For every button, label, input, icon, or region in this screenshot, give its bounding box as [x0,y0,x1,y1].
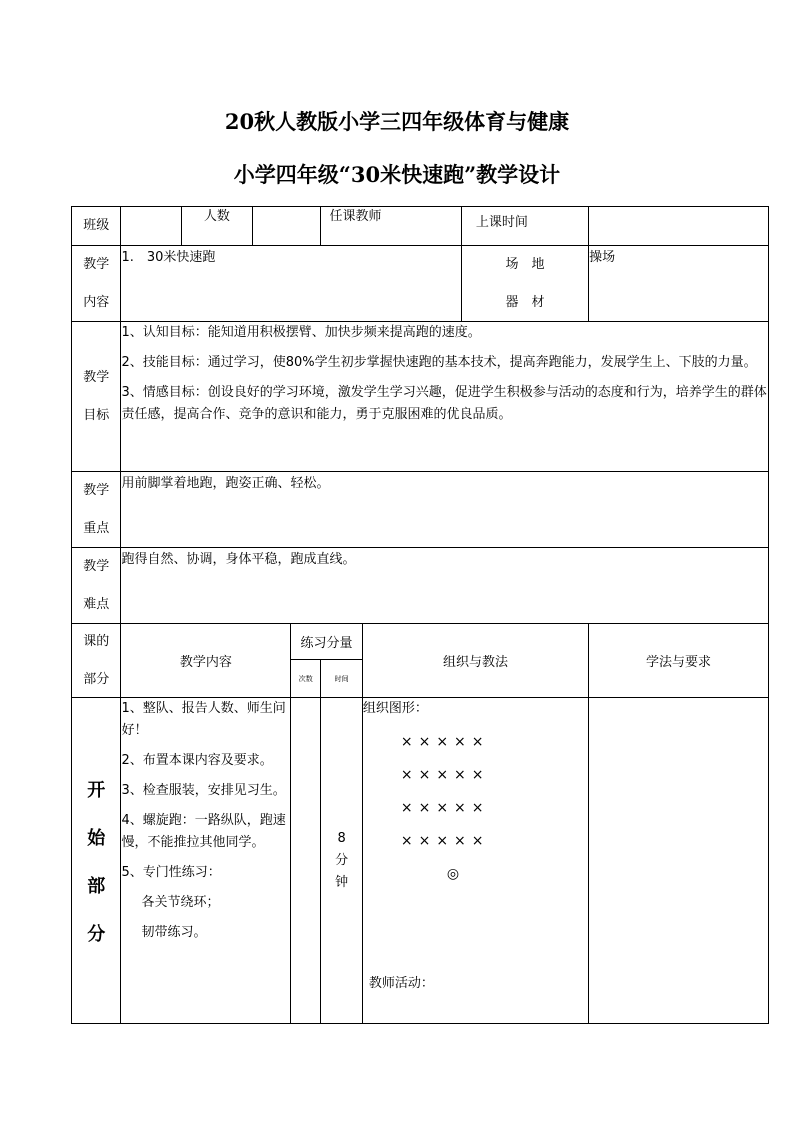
focus-value: 用前脚掌着地跑，跑姿正确、轻松。 [121,472,769,548]
start-part-label: 开 始 部 分 [72,698,121,1024]
time-value [589,207,769,246]
goals-label: 教学 目标 [72,322,121,472]
part-header: 课的 部分 [72,624,121,698]
count-label: 人数 [182,207,253,246]
practice-header: 练习分量 [291,624,363,660]
content-label: 教学 内容 [72,246,121,322]
start-requirements [589,698,769,1024]
formation-row: ××××× [400,833,490,849]
formation-row: ××××× [400,767,490,783]
document-title-line2: 小学四年级“30米快速跑”教学设计 [233,162,561,187]
start-content [121,698,291,1024]
start-item: 2、布置本课内容及要求。 [121,753,273,768]
start-organization [362,698,588,1024]
goals-content [121,322,769,472]
formation-row: ××××× [400,734,490,750]
teacher-value-time-label [461,207,588,246]
formation-row: ××××× [400,800,490,816]
difficulty-label: 教学 难点 [72,548,121,624]
start-item: 3、检查服装，安排见习生。 [121,783,286,798]
goal-item: 3、情感目标：创设良好的学习环境，激发学生学习兴趣，促进学生积极参与活动的态度和行为，培养学生的群体责任感，提高合作、竞争的意识和能力，勇于克服困难的优良品质。 [121,385,767,422]
document-title-line1: 20秋人教版小学三四年级体育与健康 [224,109,570,134]
org-label: 组织图形： [362,701,428,716]
lesson-plan-table [71,206,769,1024]
count-value [252,207,321,246]
times-header: 次数 [291,660,321,698]
teacher-position-icon: ◎ [446,866,460,882]
content-header: 教学内容 [121,624,291,698]
time-label: 上课时间 [475,215,528,230]
goal-item: 1、认知目标：能知道用积极摆臂、加快步频来提高跑的速度。 [121,325,481,340]
requirements-header: 学法与要求 [589,624,769,698]
start-item: 1、整队、报告人数、师生问好！ [121,701,286,738]
teacher-label: 任课教师 [321,207,461,246]
class-label: 班级 [72,207,121,246]
content-value: 1. 30米快速跑 [121,246,461,322]
difficulty-value: 跑得自然、协调，身体平稳，跑成直线。 [121,548,769,624]
organization-header: 组织与教法 [362,624,588,698]
start-item: 4、螺旋跑：一路纵队，跑速慢，不能推拉其他同学。 [121,813,286,850]
start-sub-item: 韧带练习。 [141,925,207,940]
start-sub-item: 各关节绕环； [141,895,220,910]
start-times [291,698,321,1024]
goal-item: 2、技能目标：通过学习，使80%学生初步掌握快速跑的基本技术，提高奔跑能力，发展学生上、下肢的力量。 [121,355,757,370]
teacher-activity-label: 教师活动： [368,976,434,991]
duration-header: 时间 [321,660,362,698]
venue-value: 操场 [589,246,769,322]
focus-label: 教学 重点 [72,472,121,548]
start-item: 5、专门性练习： [121,865,221,880]
class-value [121,207,182,246]
start-duration: 8 分 钟 [321,698,362,1024]
venue-label: 场 地 器 材 [461,246,588,322]
